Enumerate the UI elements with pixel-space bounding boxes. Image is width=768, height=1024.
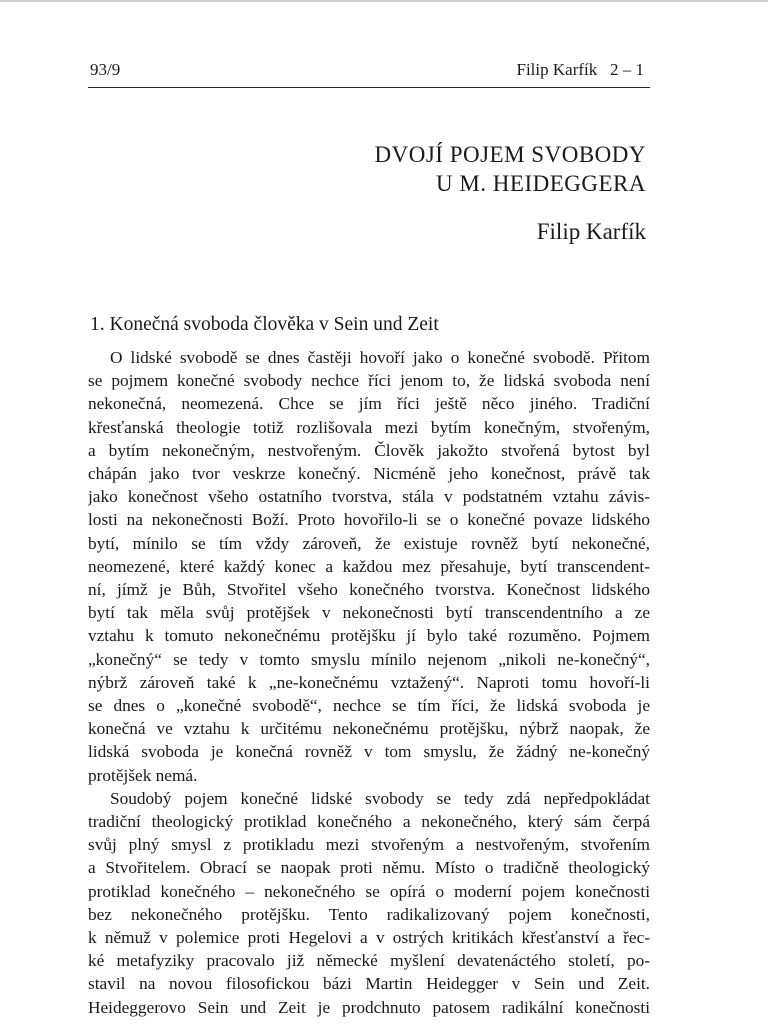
text-line: protiklad konečného – nekonečného se opírá o moderní pojem konečnosti (88, 881, 650, 901)
article-author: Filip Karfík (536, 219, 646, 244)
text-line: vztahu k tomuto nekonečnému protějšku jí bylo také rozuměno. Pojmem (88, 626, 650, 646)
text-line: losti na nekonečnosti Boží. Proto hovořilo-li se o konečné povaze lidského (88, 510, 650, 530)
paragraph-2 (88, 787, 650, 1019)
text-line: tradiční theologický protiklad konečného a nekonečného, který sám čerpá (88, 812, 650, 832)
body-text (88, 346, 650, 1019)
text-line: neomezené, které každý konec a každou mez přesahuje, bytí transcendent- (88, 556, 650, 576)
text-line: Heideggerovo Sein und Zeit je prodchnuto patosem radikální konečnosti (88, 997, 650, 1017)
text-line: bytí tak měla svůj protějšek v nekonečnosti bytí transcendentního a ze (88, 603, 650, 623)
section-heading: 1. Konečná svoboda člověka v Sein und Zeit (90, 314, 439, 335)
running-header (90, 56, 650, 82)
text-line: bytí, mínilo se tím vždy zároveň, že existuje rovněž bytí nekonečné, (88, 533, 650, 553)
text-line: O lidské svobodě se dnes častěji hovoří jako o konečné svobodě. Přitom (110, 348, 650, 367)
text-line: křesťanská theologie totiž rozlišovala mezi bytím konečným, stvořeným, (88, 417, 650, 437)
text-line: a bytím nekonečným, nestvořeným. Člověk jakožto stvořená bytost byl (88, 440, 650, 460)
text-line: a Stvořitelem. Obrací se naopak proti němu. Místo o tradičně theologický (88, 858, 650, 878)
text-line: svůj plný smysl z protikladu mezi stvořeným a nestvořeným, stvořením (88, 835, 650, 855)
title-line-1: DVOJÍ POJEM SVOBODY (374, 142, 646, 167)
title-line-2: U M. HEIDEGGERA (435, 171, 646, 196)
text-line: lidská svoboda je konečná rovněž v tom smyslu, že žádný ne-konečný (88, 742, 650, 762)
text-line: se pojmem konečné svobody nechce říci jenom to, že lidská svoboda není (88, 371, 650, 391)
text-line: Soudobý pojem konečné lidské svobody se tedy zdá nepředpokládat (110, 788, 650, 808)
text-line: konečná ve vztahu k určitému nekonečnému protějšku, nýbrž naopak, že (88, 719, 650, 739)
text-line: nekonečná, neomezená. Chce se jím říci ještě něco jiného. Tradiční (88, 394, 650, 414)
text-line: se dnes o „konečné svobodě“, nechce se tím říci, že lidská svoboda je (88, 696, 650, 716)
paragraph-1 (88, 346, 650, 787)
text-line: nýbrž zároveň také k „ne-konečnému vztažený“. Naproti tomu hovoří-li (88, 672, 650, 692)
text-line: ní, jímž je Bůh, Stvořitel všeho konečného tvorstva. Konečnost lidského (88, 580, 650, 600)
text-line: k němuž v polemice proti Hegelovi a v ostrých kritikách křesťanství a řec- (88, 928, 650, 948)
text-line: stavil na novou filosofickou bázi Martin Heidegger v Sein und Zeit. (88, 974, 650, 994)
text-line: bez nekonečného protějšku. Tento radikalizovaný pojem konečnosti, (88, 904, 650, 924)
text-line: protějšek nemá. (88, 765, 198, 785)
author-page-number: Filip Karfík 2 – 1 (516, 60, 644, 79)
text-line: chápán jako tvor veskrze konečný. Nicméně jeho konečnost, právě tak (88, 464, 650, 484)
header-divider (88, 87, 650, 88)
text-line: ké metafyziky pracovalo již německé myšlení devatenáctého století, po- (88, 951, 650, 971)
text-line: „konečný“ se tedy v tomto smyslu mínilo nejenom „nikoli ne-konečný“, (88, 649, 650, 669)
text-line: jako konečnost všeho ostatního tvorstva, stála v podstatném vztahu závis- (88, 487, 650, 507)
scan-edge (0, 0, 768, 2)
page-reference: 93/9 (90, 60, 121, 79)
article-title (375, 140, 646, 198)
